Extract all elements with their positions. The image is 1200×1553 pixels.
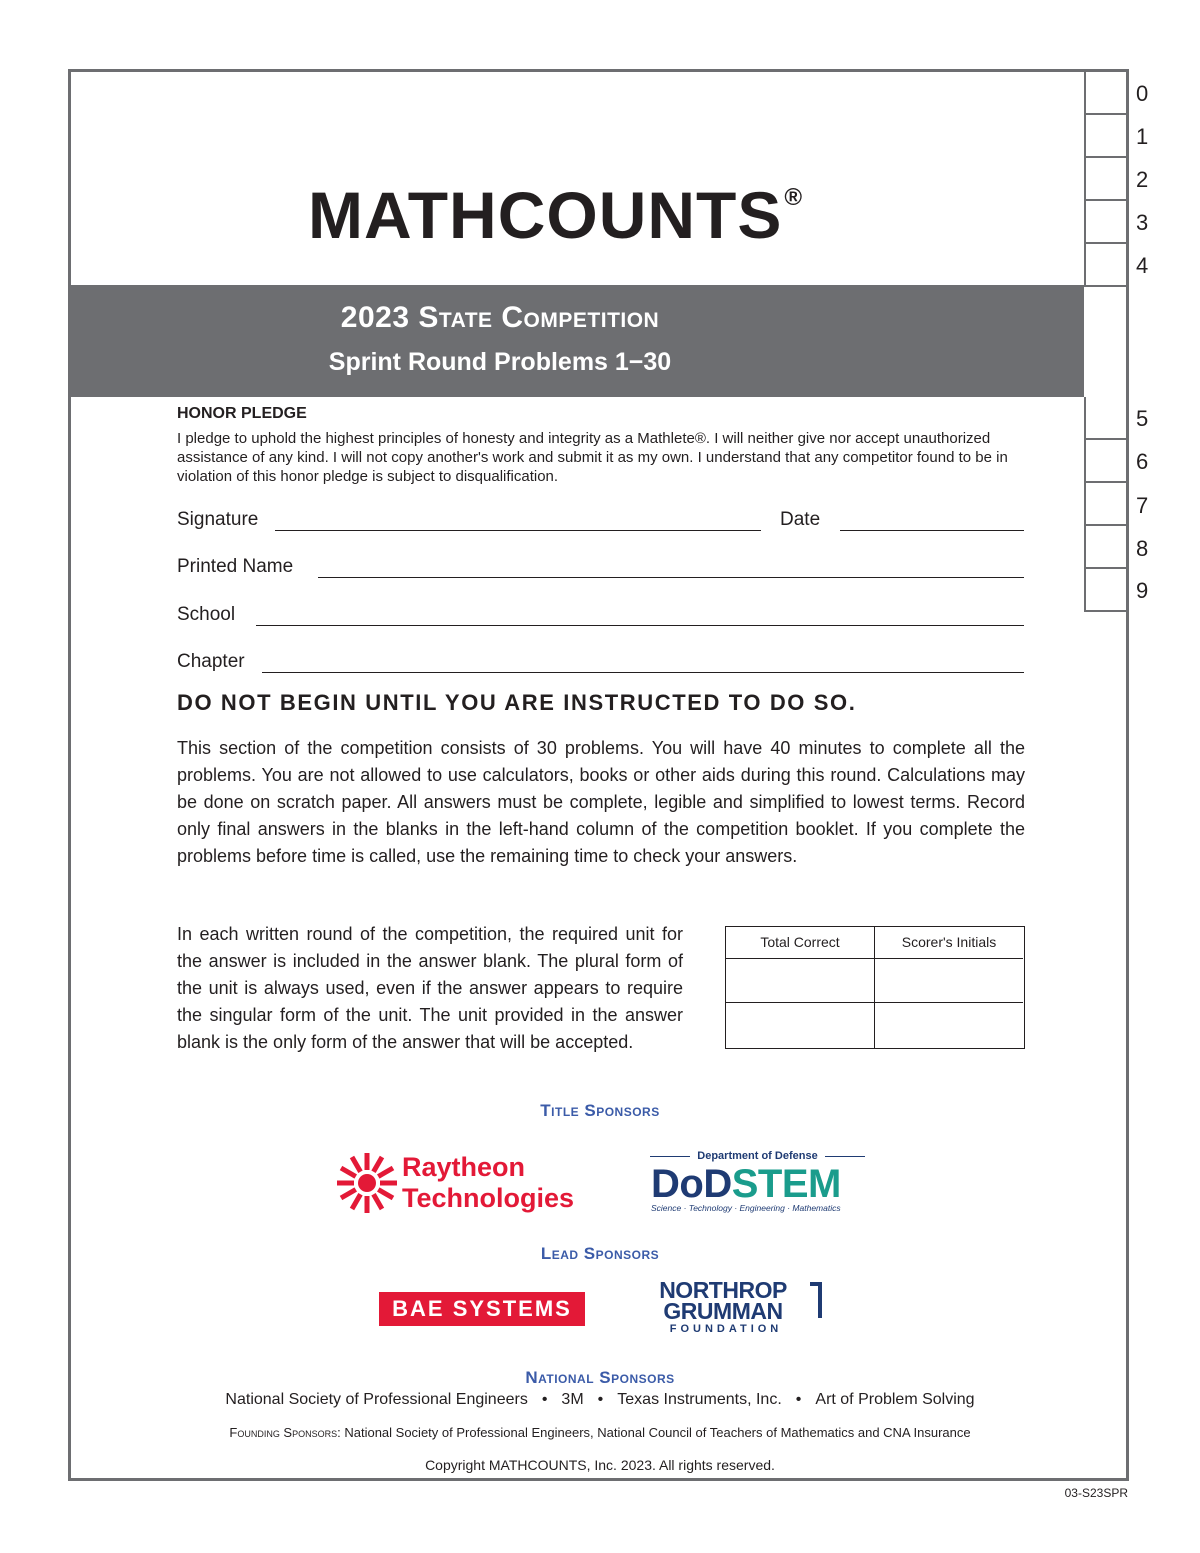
raytheon-burst-icon [336,1152,398,1214]
score-table [725,926,1025,1049]
digit-box [1084,569,1128,612]
document-code: 03-S23SPR [1064,1486,1128,1500]
dodstem-logo [650,1150,865,1216]
founding-label: Founding Sponsors: [229,1425,341,1440]
printed-name-label: Printed Name [177,556,294,577]
pledge-text: I pledge to uphold the highest principles of honesty and integrity as a Mathlete®. I will neither give nor accept unauthorized assistance of any kind. I will not copy another's work and submit it as my own. I understand that any competitor found to be in violation of this honor pledge is subject to disqualification. [177,430,1008,485]
table-divider [726,1002,1023,1003]
pledge-heading: HONOR PLEDGE [177,405,307,422]
separator-dot-icon: • [795,1391,802,1408]
dod-wordmark [651,1163,841,1205]
ng-line2: GRUMMAN [663,1298,783,1324]
printed-name-field[interactable] [318,577,1024,578]
national-sponsors-heading: National Sponsors [525,1368,675,1387]
instructions-text: This section of the competition consists of 30 problems. You will have 40 minutes to complete all the problems. You are not allowed to use calculators, books or other aids during this round. Calculations may be done on scratch paper. All answers must be complete, legible and simplified to lowest terms. Record only final answers in the blanks in the left-hand column of the competition booklet. If you complete the problems before time is called, use the remaining time to check your answers. [177,738,1025,866]
national-sponsor: National Society of Professional Engineers [225,1391,528,1408]
national-sponsors-list [0,1391,1200,1409]
ng-bracket-icon [810,1282,822,1318]
ng-foundation: FOUNDATION [669,1323,783,1335]
digit-label: 1 [1136,124,1149,149]
digit-box [1084,440,1128,483]
units-note: In each written round of the competition, the required unit for the answer is included in the answer blank. The plural form of the unit is always used, even if the answer appears to require the singular form of the unit. The unit provided in the answer blank is the only form of the answer that will be accepted. [177,924,683,1052]
scorer-initials-header: Scorer's Initials [901,934,997,950]
separator-dot-icon: • [597,1391,604,1408]
raytheon-line1: Raytheon [402,1152,526,1182]
dod-top-text: Department of Defense [697,1150,818,1162]
lead-sponsors-heading: Lead Sponsors [540,1244,660,1263]
title-sponsors-heading: Title Sponsors [540,1101,660,1120]
digit-box [1084,483,1128,526]
dod-main-a: DoD [651,1162,732,1206]
digit-box [1084,115,1128,158]
digit-box [1084,526,1128,569]
national-sponsor: Art of Problem Solving [815,1391,975,1408]
school-label: School [177,604,236,625]
digit-label: 5 [1136,406,1149,431]
signature-label: Signature [177,509,259,530]
total-correct-header: Total Correct [760,934,840,950]
digit-label: 9 [1136,578,1149,603]
warning-heading: DO NOT BEGIN UNTIL YOU ARE INSTRUCTED TO DO SO. [177,690,857,715]
founding-text: National Society of Professional Engineers, National Council of Teachers of Mathematics and CNA Insurance [344,1425,971,1440]
mathcounts-logo [308,178,804,252]
digit-label: 4 [1136,253,1149,278]
separator-dot-icon: • [541,1391,548,1408]
date-label: Date [780,509,821,530]
table-divider [874,927,875,1048]
digit-label: 0 [1136,81,1149,106]
digit-label: 8 [1136,536,1149,561]
registered-mark: ® [784,184,804,211]
copyright: Copyright MATHCOUNTS, Inc. 2023. All rights reserved. [425,1457,775,1473]
digit-box [1084,201,1128,244]
digit-label: 6 [1136,449,1149,474]
signature-field[interactable] [275,530,761,531]
digit-label: 2 [1136,167,1149,192]
digit-label: 3 [1136,210,1149,235]
raytheon-wordmark [402,1152,574,1214]
dod-bottom-text: Science · Technology · Engineering · Mathematics [651,1203,841,1213]
digit-box [1084,72,1128,115]
digit-box [1084,244,1128,287]
page-subtitle: Sprint Round Problems 1−30 [328,348,672,376]
bae-systems-logo: BAE SYSTEMS [379,1292,585,1326]
national-sponsor: Texas Instruments, Inc. [617,1391,782,1408]
chapter-label: Chapter [177,651,245,672]
date-field[interactable] [840,530,1024,531]
dod-main-b: STEM [731,1162,841,1206]
digit-label: 7 [1136,493,1149,518]
raytheon-line2: Technologies [402,1183,575,1213]
raytheon-logo [336,1150,596,1218]
school-field[interactable] [256,625,1024,626]
ng-line1: NORTHROP [659,1277,787,1303]
chapter-field[interactable] [262,672,1024,673]
national-sponsor: 3M [561,1391,584,1408]
northrop-grumman-logo [638,1277,828,1338]
digit-box [1084,397,1128,440]
page-title: 2023 State Competition [340,301,660,334]
digit-box [1084,158,1128,201]
logo-text: MATHCOUNTS [308,178,783,252]
founding-sponsors [0,1425,1200,1440]
table-divider [726,958,1023,959]
ng-wordmark [638,1277,808,1324]
